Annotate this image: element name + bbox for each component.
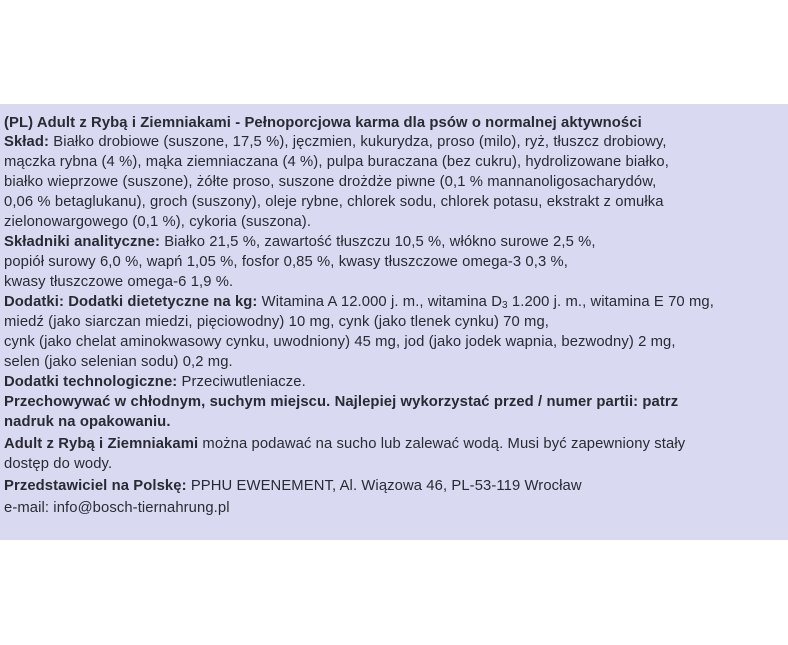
composition-heading: Skład: xyxy=(4,134,50,150)
additives-text-a: Witamina A 12.000 j. m., witamina D xyxy=(257,294,503,310)
feeding-text: można podawać na sucho lub zalewać wodą. Musi być zapewniony stały xyxy=(198,436,686,452)
composition-line-3: białko wieprzowe (suszone), żółte proso, suszone drożdże piwne (0,1 % mannanoligosacharydów, xyxy=(4,174,657,190)
feeding-line-1 xyxy=(4,435,685,453)
vitamin-d-subscript: 3 xyxy=(502,300,508,311)
representative-line xyxy=(4,477,582,495)
label-title: (PL) Adult z Rybą i Ziemniakami - Pełnoporcjowa karma dla psów o normalnej aktywności xyxy=(4,115,642,131)
additives-heading: Dodatki: Dodatki dietetyczne na kg: xyxy=(4,294,258,310)
tech-line xyxy=(4,373,306,391)
analytical-heading: Składniki analityczne: xyxy=(4,234,160,250)
composition-line-1 xyxy=(4,133,667,151)
representative-text: PPHU EWENEMENT, Al. Wiązowa 46, PL-53-119 Wrocław xyxy=(186,478,582,494)
additives-text-b: 1.200 j. m., witamina E 70 mg, xyxy=(507,294,714,310)
analytical-line-1 xyxy=(4,233,596,251)
feeding-heading: Adult z Rybą i Ziemniakami xyxy=(4,436,199,452)
analytical-line-2: popiół surowy 6,0 %, wapń 1,05 %, fosfor 0,85 %, kwasy tłuszczowe omega-3 0,3 %, xyxy=(4,254,568,270)
additives-line-3: cynk (jako chelat aminokwasowy cynku, uwodniony) 45 mg, jod (jako jodek wapnia, bezwodny) 2 mg, xyxy=(4,334,676,350)
composition-line-4: 0,06 % betaglukanu), groch (suszony), oleje rybne, chlorek sodu, chlorek potasu, ekstrakt z omułka xyxy=(4,194,664,210)
storage-line-2: nadruk na opakowaniu. xyxy=(4,414,171,430)
analytical-text: Białko 21,5 %, zawartość tłuszczu 10,5 %, włókno surowe 2,5 %, xyxy=(159,234,596,250)
representative-heading: Przedstawiciel na Polskę: xyxy=(4,478,187,494)
analytical-line-3: kwasy tłuszczowe omega-6 1,9 %. xyxy=(4,274,234,290)
composition-text: Białko drobiowe (suszone, 17,5 %), jęczmien, kukurydza, proso (milo), ryż, tłuszcz drobiowy, xyxy=(49,134,667,150)
composition-line-2: mączka rybna (4 %), mąka ziemniaczana (4 %), pulpa buraczana (bez cukru), hydrolizowane białko, xyxy=(4,154,669,170)
additives-line-2: miedź (jako siarczan miedzi, pięciowodny) 10 mg, cynk (jako tlenek cynku) 70 mg, xyxy=(4,314,550,330)
additives-line-4: selen (jako selenian sodu) 0,2 mg. xyxy=(4,354,233,370)
additives-line-1 xyxy=(4,293,714,311)
feeding-line-2: dostęp do wody. xyxy=(4,456,113,472)
tech-text: Przeciwutleniacze. xyxy=(177,374,306,390)
composition-line-5: zielonowargowego (0,1 %), cykoria (suszona). xyxy=(4,214,312,230)
product-label xyxy=(0,104,788,540)
tech-heading: Dodatki technologiczne: xyxy=(4,374,178,390)
email-line: e-mail: info@bosch-tiernahrung.pl xyxy=(4,500,230,516)
storage-line-1: Przechowywać w chłodnym, suchym miejscu. Najlepiej wykorzystać przed / numer partii: patrz xyxy=(4,394,679,410)
